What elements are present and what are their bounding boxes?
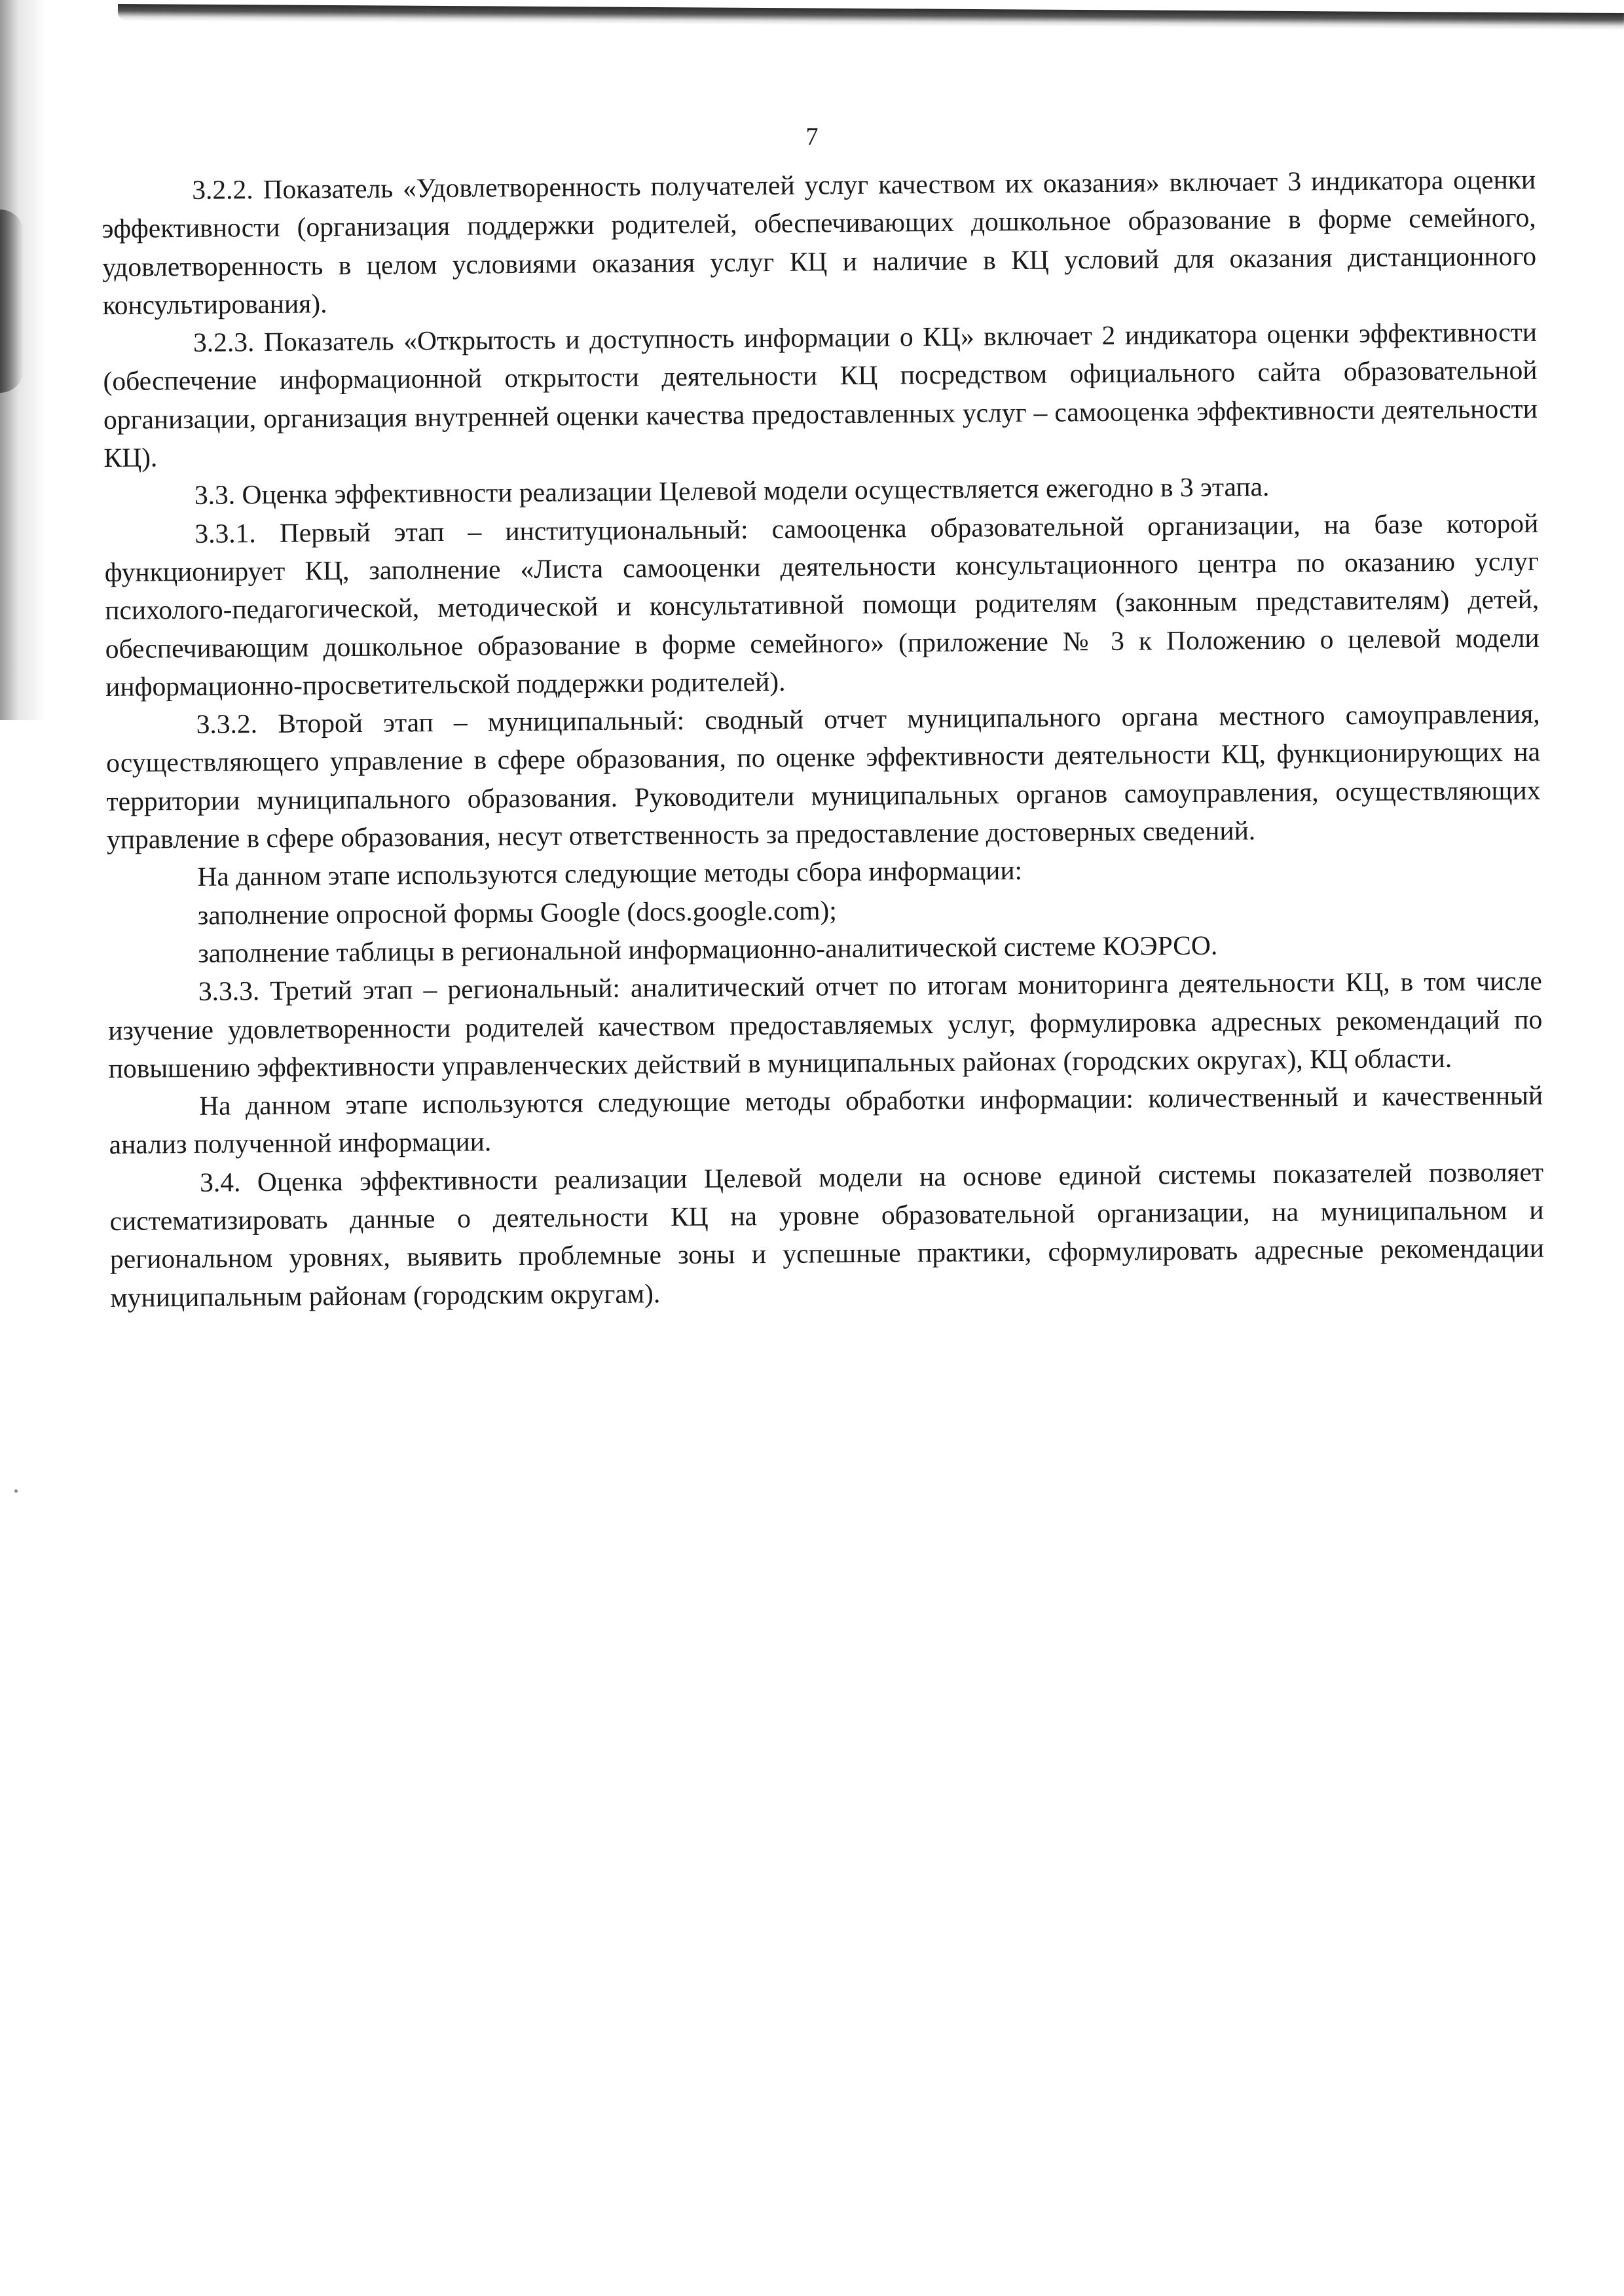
scan-edge-artifact [118, 4, 1624, 30]
paragraph-3-2-3: 3.2.3. Показатель «Открытость и доступность информации о КЦ» включает 2 индикатора оценки эффективности (обеспечение информационной открытости деятельности КЦ посредством официального сайта образовательной организации, организация внутренней оценки качества предоставленных услуг – самооценка эффективности деятельности КЦ). [103, 316, 1538, 473]
page-number: 7 [805, 123, 819, 151]
paragraph-3-3: 3.3. Оценка эффективности реализации Целевой модели осуществляется ежегодно в 3 этапа. [194, 471, 1270, 511]
paragraph-methods-intro: На данном этапе используются следующие методы сбора информации: [197, 855, 1023, 892]
list-item-koerso: заполнение таблицы в региональной информационно-аналитической системе КОЭРСО. [198, 930, 1218, 968]
paragraph-3-4: 3.4. Оценка эффективности реализации Целевой модели на основе единой системы показателей позволяет систематизировать данные о деятельности КЦ на уровне образовательной организации, на муниципальном и региональном уровнях, выявить проблемные зоны и успешные практики, сформулировать адресные рекомендации муниципальным районам (городским округам). [109, 1156, 1545, 1313]
paragraph-3-3-1: 3.3.1. Первый этап – институциональный: самооценка образовательной организации, на базе которой функционирует КЦ, заполнение «Листа самооценки деятельности консультационного центра по оказанию услуг психолого-педагогической, методической и консультативной помощи родителям (законным представителям) детей, обеспечивающим дошкольное образование в форме семейного» (приложение № 3 к Положению о целевой модели информационно-просветительской поддержки родителей). [104, 507, 1540, 702]
document-body [101, 160, 1545, 1317]
scan-speck [14, 1489, 18, 1493]
paragraph-3-3-3: 3.3.3. Третий этап – региональный: аналитический отчет по итогам мониторинга деятельности КЦ, в том числе изучение удовлетворенности родителей качеством предоставляемых услуг, формулировка адресных рекомендаций по повышению эффективности управленческих действий в муниципальных районах (городских округах), КЦ области. [108, 965, 1543, 1084]
paragraph-analysis-methods: На данном этапе используются следующие методы обработки информации: количественный и качественный анализ полученной информации. [109, 1080, 1543, 1160]
list-item-google-form: заполнение опросной формы Google (docs.google.com); [197, 894, 837, 930]
paragraph-3-2-2: 3.2.2. Показатель «Удовлетворенность получателей услуг качеством их оказания» включает 3 индикатора оценки эффективности (организация поддержки родителей, обеспечивающих дошкольное образование в форме семейного, удовлетворенность в целом условиями оказания услуг КЦ и наличие в КЦ условий для оказания дистанционного консультирования). [101, 164, 1537, 320]
paragraph-3-3-2: 3.3.2. Второй этап – муниципальный: сводный отчет муниципального органа местного самоуправления, осуществляющего управление в сфере образования, по оценке эффективности деятельности КЦ, функционирующих на территории муниципального образования. Руководители муниципальных органов самоуправления, осуществляющих управление в сфере образования, несут ответственность за предоставление достоверных сведений. [105, 698, 1541, 855]
scan-fold-shadow [0, 210, 24, 393]
